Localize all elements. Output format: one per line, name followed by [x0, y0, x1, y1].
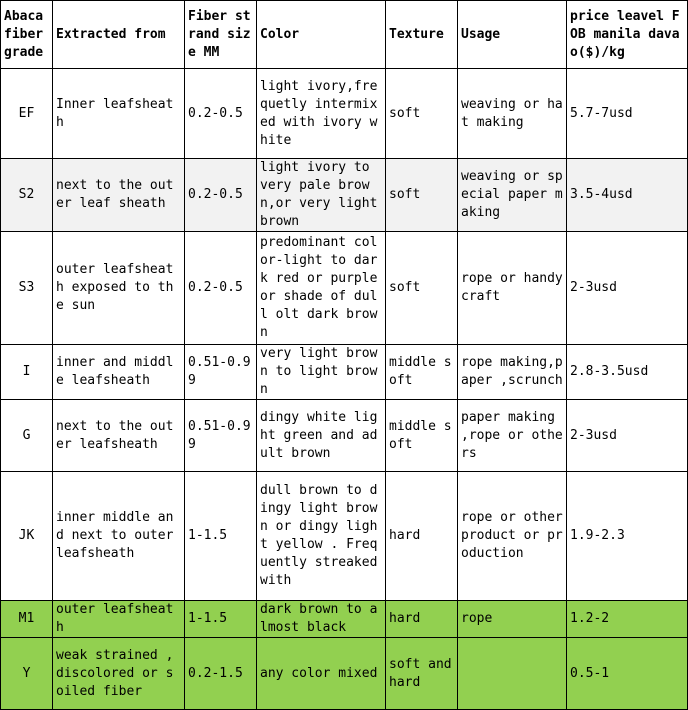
extracted-cell: inner and middle leafsheath	[53, 345, 185, 400]
price-cell: 3.5-4usd	[567, 159, 688, 232]
texture-cell: hard	[386, 472, 458, 601]
extracted-cell: outer leafsheath exposed to the sun	[53, 232, 185, 345]
usage-cell: rope or other product or production	[458, 472, 567, 601]
size-cell: 1-1.5	[185, 472, 257, 601]
color-cell: very light brown to light brown	[257, 345, 386, 400]
grade-cell: S3	[1, 232, 53, 345]
table-row	[1, 345, 688, 400]
texture-cell: middle soft	[386, 400, 458, 472]
price-cell: 5.7-7usd	[567, 69, 688, 159]
extracted-cell: inner middle and next to outer leafsheath	[53, 472, 185, 601]
header-texture: Texture	[386, 1, 458, 69]
grade-cell: G	[1, 400, 53, 472]
table-row	[1, 159, 688, 232]
price-cell: 0.5-1	[567, 638, 688, 710]
grade-cell: JK	[1, 472, 53, 601]
size-cell: 0.2-0.5	[185, 232, 257, 345]
grade-cell: Y	[1, 638, 53, 710]
usage-cell: paper making ,rope or others	[458, 400, 567, 472]
grade-cell: I	[1, 345, 53, 400]
grade-cell: S2	[1, 159, 53, 232]
table-row	[1, 400, 688, 472]
usage-cell: rope or handycraft	[458, 232, 567, 345]
usage-cell	[458, 638, 567, 710]
header-usage: Usage	[458, 1, 567, 69]
price-cell: 1.2-2	[567, 601, 688, 638]
usage-cell: rope	[458, 601, 567, 638]
extracted-cell: outer leafsheath	[53, 601, 185, 638]
color-cell: light ivory,frequetly intermixed with ivory white	[257, 69, 386, 159]
texture-cell: soft	[386, 232, 458, 345]
price-cell: 2-3usd	[567, 232, 688, 345]
color-cell: light ivory to very pale brown,or very light brown	[257, 159, 386, 232]
table-row	[1, 69, 688, 159]
usage-cell: rope making,paper ,scrunch	[458, 345, 567, 400]
texture-cell: hard	[386, 601, 458, 638]
header-strand-size: Fiber strand size MM	[185, 1, 257, 69]
header-price: price leavel FOB manila davao($)/kg	[567, 1, 688, 69]
size-cell: 0.2-1.5	[185, 638, 257, 710]
texture-cell: soft	[386, 69, 458, 159]
color-cell: any color mixed	[257, 638, 386, 710]
header-extracted-from: Extracted from	[53, 1, 185, 69]
texture-cell: soft	[386, 159, 458, 232]
extracted-cell: next to the outer leaf sheath	[53, 159, 185, 232]
table-row	[1, 638, 688, 710]
header-color: Color	[257, 1, 386, 69]
usage-cell: weaving or special paper making	[458, 159, 567, 232]
extracted-cell: Inner leafsheath	[53, 69, 185, 159]
table-row	[1, 472, 688, 601]
texture-cell: middle soft	[386, 345, 458, 400]
table-row	[1, 601, 688, 638]
color-cell: dingy white light green and adult brown	[257, 400, 386, 472]
table-row	[1, 232, 688, 345]
color-cell: predominant color-light to dark red or purple or shade of dull olt dark brown	[257, 232, 386, 345]
size-cell: 0.51-0.99	[185, 345, 257, 400]
texture-cell: soft and hard	[386, 638, 458, 710]
size-cell: 0.2-0.5	[185, 159, 257, 232]
size-cell: 1-1.5	[185, 601, 257, 638]
grade-cell: EF	[1, 69, 53, 159]
price-cell: 1.9-2.3	[567, 472, 688, 601]
color-cell: dark brown to almost black	[257, 601, 386, 638]
header-grade: Abaca fiber grade	[1, 1, 53, 69]
price-cell: 2.8-3.5usd	[567, 345, 688, 400]
extracted-cell: next to the outer leafsheath	[53, 400, 185, 472]
usage-cell: weaving or hat making	[458, 69, 567, 159]
color-cell: dull brown to dingy light brown or dingy light yellow . Frequently streaked with	[257, 472, 386, 601]
size-cell: 0.2-0.5	[185, 69, 257, 159]
size-cell: 0.51-0.99	[185, 400, 257, 472]
price-cell: 2-3usd	[567, 400, 688, 472]
header-row	[1, 1, 688, 69]
extracted-cell: weak strained ,discolored or soiled fiber	[53, 638, 185, 710]
grade-cell: M1	[1, 601, 53, 638]
